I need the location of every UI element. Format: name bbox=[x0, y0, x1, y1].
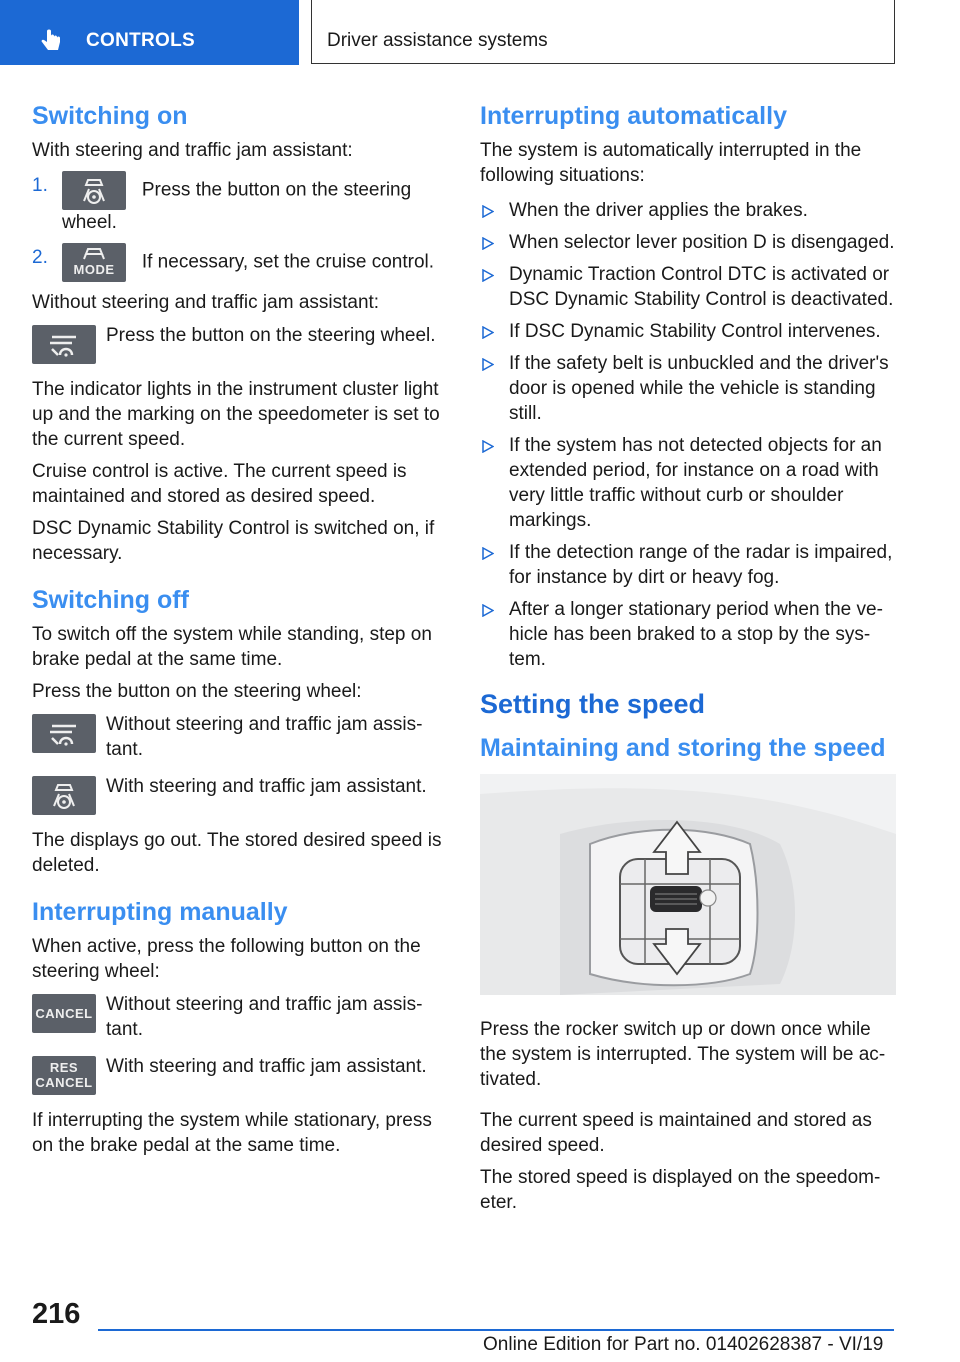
edition-text: Online Edition for Part no. 01402628387 - VI/19 bbox=[483, 1334, 884, 1355]
list-item: When the driver applies the brakes. bbox=[480, 198, 896, 223]
switching-on-heading: Switching on bbox=[32, 102, 188, 130]
res-cancel-button-label: CANCEL bbox=[35, 1075, 93, 1090]
step-2 bbox=[32, 243, 447, 282]
interrupting-auto-intro: The system is automatically interrupted in the following situations: bbox=[480, 140, 862, 186]
without-assistant-intro: Without steering and traffic jam assistant: bbox=[32, 292, 380, 313]
step-2-text: If necessary, set the cruise control. bbox=[141, 251, 435, 273]
interrupting-manually-para-2: If interrupting the system while stationary, press on the brake pedal at the same time. bbox=[32, 1110, 432, 1156]
without-assistant-text: Press the button on the steering wheel. bbox=[106, 325, 436, 346]
switch-off-with-row bbox=[32, 774, 447, 816]
breadcrumb-text: Driver assistance systems bbox=[327, 30, 548, 51]
cancel-button-icon bbox=[32, 994, 96, 1033]
interrupting-manually-heading: Interrupting manually bbox=[32, 898, 288, 926]
section-tab[interactable] bbox=[0, 0, 299, 65]
list-item: Dynamic Traction Control DTC is activated or DSC Dynamic Stability Control is deactivated. bbox=[480, 262, 896, 312]
triangle-bullet-icon bbox=[482, 358, 494, 371]
step-1 bbox=[32, 171, 447, 235]
driving-assistant-button-icon bbox=[62, 171, 126, 210]
switch-off-without-text: Without steering and traffic jam assistant. bbox=[106, 714, 423, 760]
setting-speed-para-3: The stored speed is displayed on the speedometer. bbox=[480, 1167, 881, 1213]
list-item: If the safety belt is unbuckled and the driver's door is opened while the vehicle is standing still. bbox=[480, 351, 896, 426]
switch-off-with-text: With steering and traffic jam assistant. bbox=[106, 776, 427, 797]
triangle-bullet-icon bbox=[482, 237, 494, 250]
triangle-bullet-icon bbox=[482, 269, 494, 282]
maintaining-speed-heading: Maintaining and storing the speed bbox=[480, 734, 886, 762]
setting-speed-heading: Setting the speed bbox=[480, 689, 706, 719]
list-item: When selector lever position D is disengaged. bbox=[480, 230, 896, 255]
setting-speed-para-2: The current speed is maintained and stored as desired speed. bbox=[480, 1110, 872, 1156]
cancel-button-label: CANCEL bbox=[35, 1006, 93, 1021]
interruption-list bbox=[480, 198, 896, 672]
section-tab-label: CONTROLS bbox=[86, 30, 196, 51]
cancel-with-text: With steering and traffic jam assistant. bbox=[106, 1056, 427, 1077]
interrupting-manually-para-1: When active, press the following button on the steering wheel: bbox=[32, 936, 421, 982]
list-item: If DSC Dynamic Stability Control intervenes. bbox=[480, 319, 896, 344]
res-button-label: RES bbox=[49, 1060, 79, 1075]
mode-button-label: MODE bbox=[73, 262, 115, 277]
switching-on-para-2: Cruise control is active. The current speed is maintained and stored as desired speed. bbox=[32, 461, 407, 507]
page-number: 216 bbox=[32, 1298, 81, 1330]
switching-on-para-3: DSC Dynamic Stability Control is switched on, if necessary. bbox=[32, 518, 435, 564]
switching-off-para-2: Press the button on the steering wheel: bbox=[32, 681, 362, 702]
cruise-control-button-icon bbox=[32, 325, 96, 364]
list-item: If the system has not detected objects for an extended period, for instance on a road with very little traffic without curb or shoulder markings. bbox=[480, 433, 896, 533]
switching-off-para-1: To switch off the system while standing, step on brake pedal at the same time. bbox=[32, 624, 432, 670]
cancel-with-row bbox=[32, 1054, 447, 1096]
switching-off-heading: Switching off bbox=[32, 586, 189, 614]
step-2-number: 2. bbox=[32, 247, 48, 268]
breadcrumb bbox=[311, 0, 895, 64]
step-1-number: 1. bbox=[32, 175, 48, 196]
right-column bbox=[480, 100, 896, 1222]
list-item: After a longer stationary period when the vehicle has been braked to a stop by the system. bbox=[480, 597, 896, 672]
setting-speed-para-1: Press the rocker switch up or down once while the system is interrupted. The system will be activated. bbox=[480, 1019, 886, 1090]
driving-assistant-button-icon bbox=[32, 776, 96, 815]
cancel-without-text: Without steering and traffic jam assistant. bbox=[106, 994, 423, 1040]
triangle-bullet-icon bbox=[482, 604, 494, 617]
cancel-without-row bbox=[32, 992, 447, 1042]
switching-on-para-1: The indicator lights in the instrument cluster light up and the marking on the speedometer is set to the current speed. bbox=[32, 379, 440, 450]
left-column bbox=[32, 100, 447, 1165]
switch-off-without-row bbox=[32, 712, 447, 762]
hand-pointer-icon bbox=[38, 28, 64, 59]
triangle-bullet-icon bbox=[482, 440, 494, 453]
step-1-text: Press the button on the steering wheel. bbox=[62, 179, 412, 233]
triangle-bullet-icon bbox=[482, 205, 494, 218]
steering-wheel-rocker-switch-illustration bbox=[480, 774, 896, 995]
res-cancel-button-icon bbox=[32, 1056, 96, 1095]
switching-off-para-3: The displays go out. The stored desired speed is deleted. bbox=[32, 830, 442, 876]
cruise-control-button-icon bbox=[32, 714, 96, 753]
mode-button-icon bbox=[62, 243, 126, 282]
without-assistant-row bbox=[32, 323, 447, 365]
triangle-bullet-icon bbox=[482, 326, 494, 339]
footer-divider bbox=[98, 1329, 894, 1331]
switching-on-intro: With steering and traffic jam assistant: bbox=[32, 140, 353, 161]
triangle-bullet-icon bbox=[482, 547, 494, 560]
interrupting-auto-heading: Interrupting automatically bbox=[480, 102, 787, 130]
list-item: If the detection range of the radar is impaired, for instance by dirt or heavy fog. bbox=[480, 540, 896, 590]
